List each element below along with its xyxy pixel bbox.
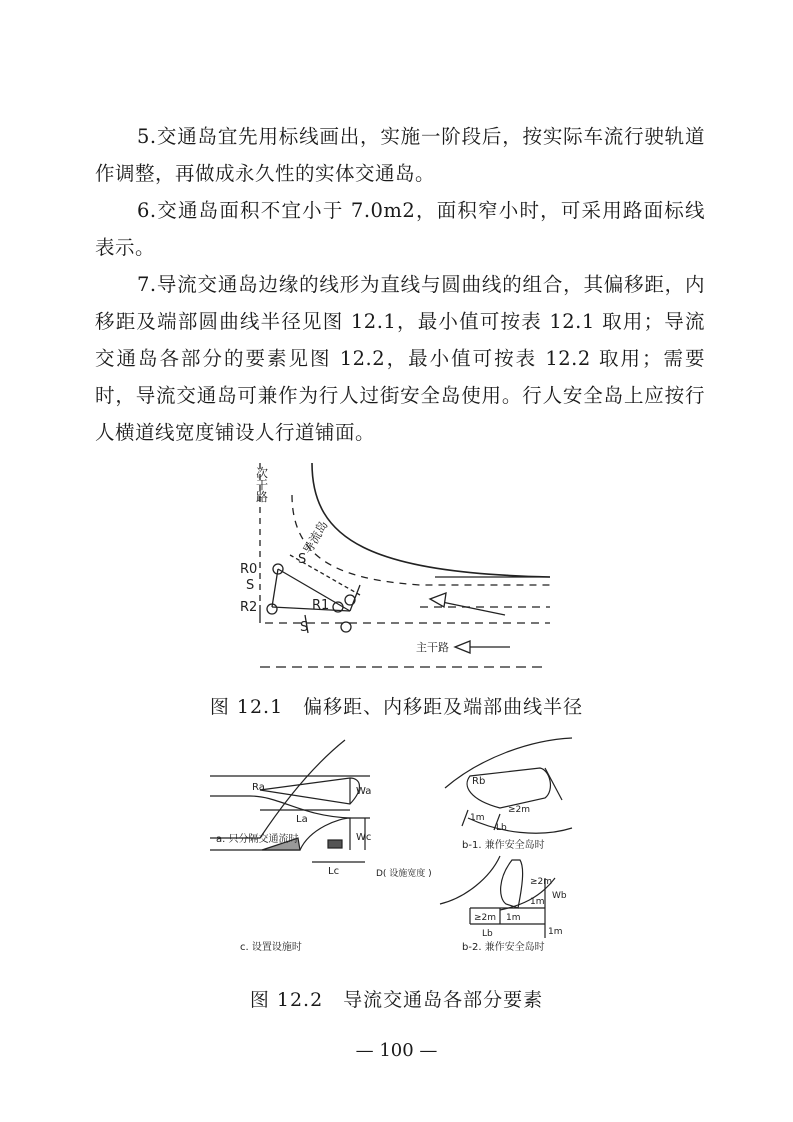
- label-ge2m-b1: ≥2m: [508, 805, 531, 815]
- label-s-bottom: S: [300, 620, 309, 635]
- label-1m-b2-r: 1m: [548, 927, 563, 937]
- paragraph-5: 5.交通岛宜先用标线画出，实施一阶段后，按实际车流行驶轨道作调整，再做成永久性的实体交通岛。: [95, 125, 705, 185]
- figure-12-1-caption: 图 12.1 偏移距、内移距及端部曲线半径: [209, 696, 584, 718]
- label-ra: Ra: [252, 782, 265, 793]
- label-island: 导流岛: [300, 518, 331, 557]
- subcaption-c: c. 设置设施时: [240, 942, 302, 953]
- label-1m-b1: 1m: [470, 813, 485, 823]
- label-ge2m-b2-v: ≥2m: [530, 877, 553, 887]
- label-1m-b2-v: 1m: [530, 897, 545, 907]
- subcaption-b1: b-1. 兼作安全岛时: [462, 840, 545, 851]
- figure-12-2-caption: 图 12.2 导流交通岛各部分要素: [249, 989, 544, 1011]
- label-la: La: [296, 814, 308, 825]
- figure-12-1-diagram: [220, 455, 580, 675]
- label-minor-road-2: 干: [256, 478, 269, 492]
- label-wc: Wc: [356, 832, 372, 843]
- label-s-upper: S: [298, 552, 307, 567]
- label-lc: Lc: [328, 866, 340, 877]
- label-ge2m-b2-h: ≥2m: [474, 913, 497, 923]
- label-lb-b1: Lb: [496, 823, 507, 833]
- label-s-left: S: [246, 578, 255, 593]
- figure-12-2-diagram: [200, 728, 595, 973]
- subcaption-a: a. 只分隔交通流时: [216, 834, 299, 845]
- paragraph-7: 7.导流交通岛边缘的线形为直线与圆曲线的组合，其偏移距，内移距及端部圆曲线半径见图 12.1，最小值可按表 12.1 取用；导流交通岛各部分的要素见图 12.2，最小值可按表 12.2 取用；需要时，导流交通岛可兼作为行人过街安全岛使用。行人安全岛上应按行人横道线宽度铺设人行道铺面。: [95, 273, 705, 444]
- label-wb: Wb: [552, 891, 567, 901]
- label-minor-road-1: 次: [256, 466, 269, 480]
- label-r2: R2: [240, 600, 258, 615]
- label-minor-road-3: 路: [256, 490, 269, 504]
- label-wa: Wa: [356, 786, 372, 797]
- subcaption-b2: b-2. 兼作安全岛时: [462, 942, 545, 953]
- label-r1: R1: [312, 598, 330, 613]
- label-r0: R0: [240, 562, 258, 577]
- label-rb: Rb: [472, 776, 486, 787]
- label-d: D( 设施宽度 ): [376, 869, 432, 879]
- page-number: — 100 —: [355, 1040, 438, 1061]
- paragraph-6: 6.交通岛面积不宜小于 7.0m2，面积窄小时，可采用路面标线表示。: [95, 199, 705, 259]
- label-1m-b2-h: 1m: [506, 913, 521, 923]
- label-lb-b2: Lb: [482, 929, 493, 939]
- label-main-road: 主干路: [416, 641, 449, 654]
